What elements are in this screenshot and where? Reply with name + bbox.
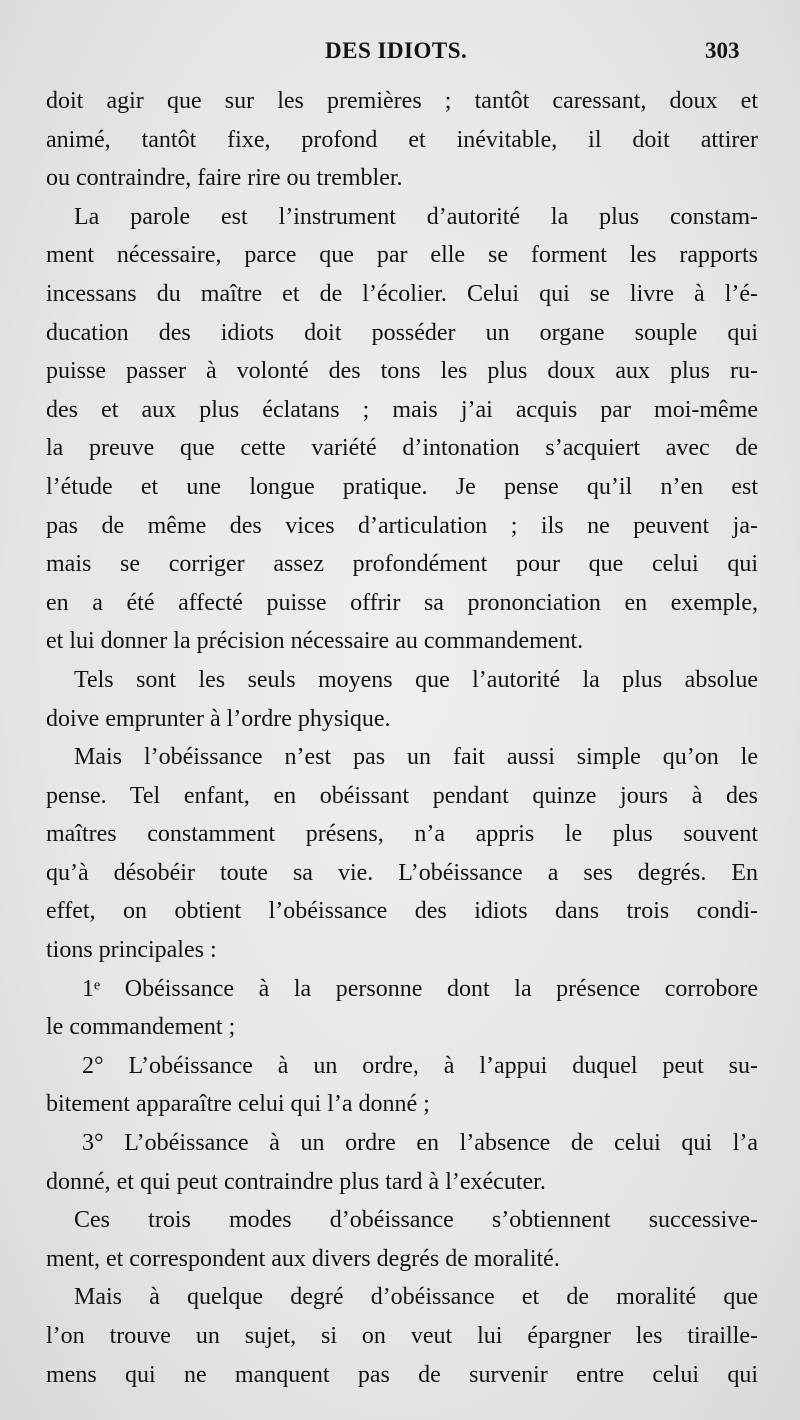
text-line: pense. Tel enfant, en obéissant pendant quinze jours à des (46, 782, 758, 809)
text-line: mens qui ne manquent pas de survenir entre celui qui (46, 1361, 758, 1388)
text-line: effet, on obtient l’obéissance des idiots dans trois condi- (46, 898, 758, 925)
text-line: ment nécessaire, parce que par elle se forment les rapports (46, 242, 758, 269)
text-line: ducation des idiots doit posséder un organe souple qui (46, 319, 758, 346)
text-line: incessans du maître et de l’écolier. Celui qui se livre à l’é- (46, 280, 758, 307)
text-line: Mais l’obéissance n’est pas un fait aussi simple qu’on le (74, 744, 758, 771)
text-line: Tels sont les seuls moyens que l’autorité la plus absolue (74, 666, 758, 693)
text-line: La parole est l’instrument d’autorité la plus constam- (74, 203, 758, 230)
text-line: tions principales : (46, 937, 217, 964)
page-number: 303 (705, 38, 740, 63)
text-line: puisse passer à volonté des tons les plus doux aux plus ru- (46, 358, 758, 385)
text-line: mais se corriger assez profondément pour que celui qui (46, 551, 758, 578)
text-line: l’on trouve un sujet, si on veut lui épargner les tiraille- (46, 1323, 758, 1349)
body-text (46, 82, 758, 1394)
running-head (0, 38, 800, 72)
text-line: la preuve que cette variété d’intonation s’acquiert avec de (46, 435, 758, 462)
text-line: maîtres constamment présens, n’a appris le plus souvent (46, 821, 758, 848)
text-line: donné, et qui peut contraindre plus tard à l’exécuter. (46, 1168, 546, 1195)
text-line: animé, tantôt fixe, profond et inévitable, il doit attirer (46, 126, 758, 153)
text-line: qu’à désobéir toute sa vie. L’obéissance a ses degrés. En (46, 859, 758, 886)
text-line: Ces trois modes d’obéissance s’obtiennent successive- (74, 1207, 758, 1234)
text-line: Mais à quelque degré d’obéissance et de moralité que (74, 1284, 758, 1311)
text-line: le commandement ; (46, 1014, 236, 1041)
text-line: doit agir que sur les premières ; tantôt caressant, doux et (46, 88, 758, 114)
text-line: et lui donner la précision nécessaire au commandement. (46, 628, 584, 655)
text-line: doive emprunter à l’ordre physique. (46, 705, 391, 732)
text-line: ou contraindre, faire rire ou trembler. (46, 165, 403, 192)
text-line: ment, et correspondent aux divers degrés de moralité. (46, 1245, 560, 1272)
text-line: en a été affecté puisse offrir sa prononciation en exemple, (46, 589, 758, 616)
text-line: pas de même des vices d’articulation ; ils ne peuvent ja- (46, 512, 758, 539)
text-line: des et aux plus éclatans ; mais j’ai acquis par moi-même (46, 396, 758, 423)
text-line: bitement apparaître celui qui l’a donné ; (46, 1091, 430, 1118)
text-line: l’étude et une longue pratique. Je pense qu’il n’en est (46, 473, 758, 500)
running-title: DES IDIOTS. (325, 38, 468, 63)
list-item-line: 2° L’obéissance à un ordre, à l’appui duquel peut su- (82, 1052, 758, 1079)
list-item-line: 3° L’obéissance à un ordre en l’absence de celui qui l’a (82, 1130, 758, 1157)
list-item-line: 1ᵉ Obéissance à la personne dont la présence corrobore (82, 975, 758, 1002)
